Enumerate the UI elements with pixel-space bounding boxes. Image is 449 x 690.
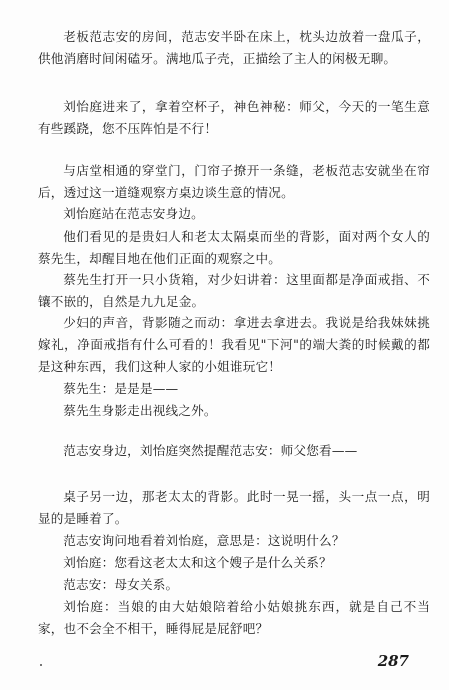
paragraph-1: 老板范志安的房间，范志安半卧在床上，枕头边放着一盘瓜子，供他消磨时间闲磕牙。满地瓜子壳，正描绘了主人的闲极无聊。 xyxy=(38,29,430,66)
page-number: 287 xyxy=(377,652,409,670)
scan-speck xyxy=(40,664,42,666)
paragraph-15: 刘怡庭：当娘的由大姑娘陪着给小姑娘挑东西，就是自己不当家，也不会全不相干，睡得屁是屁舒吧？ xyxy=(38,599,430,636)
paragraph-10: 范志安身边，刘怡庭突然提醒范志安：师父您看—— xyxy=(63,443,358,458)
paragraph-11: 桌子另一边，那老太太的背影。此时一晃一摇，头一点一点，明显的是睡着了。 xyxy=(38,489,430,526)
paragraph-14: 范志安：母女关系。 xyxy=(63,577,179,592)
paragraph-13: 刘怡庭：您看这老太太和这个嫂子是什么关系？ xyxy=(63,555,332,570)
paragraph-9: 蔡先生身影走出视线之外。 xyxy=(63,403,217,418)
paragraph-3: 与店堂相通的穿堂门，门帘子撩开一条缝，老板范志安就坐在帘后，透过这一道缝观察方桌边谈生意的情况。 xyxy=(38,163,430,200)
paragraph-5: 他们看见的是贵妇人和老太太隔桌而坐的背影，面对两个女人的蔡先生，却醒目地在他们正面的观察之中。 xyxy=(38,229,430,266)
paragraph-2: 刘怡庭进来了，拿着空杯子，神色神秘：师父，今天的一笔生意有些蹊跷，您不压阵怕是不行！ xyxy=(38,99,430,136)
paragraph-6: 蔡先生打开一只小货箱，对少妇讲着：这里面都是净面戒指、不镶不嵌的，自然是九九足金。 xyxy=(38,272,430,309)
paragraph-4: 刘怡庭站在范志安身边。 xyxy=(63,206,204,221)
paragraph-8: 蔡先生：是是是—— xyxy=(63,381,179,396)
paragraph-12: 范志安询问地看着刘怡庭，意思是：这说明什么？ xyxy=(63,533,345,548)
paragraph-7: 少妇的声音，背影随之而动：拿进去拿进去。我说是给我妹妹挑嫁礼，净面戒指有什么可看的！我看见"下河"的端大粪的时候戴的都是这种东西，我们这种人家的小姐谁玩它！ xyxy=(38,315,430,374)
